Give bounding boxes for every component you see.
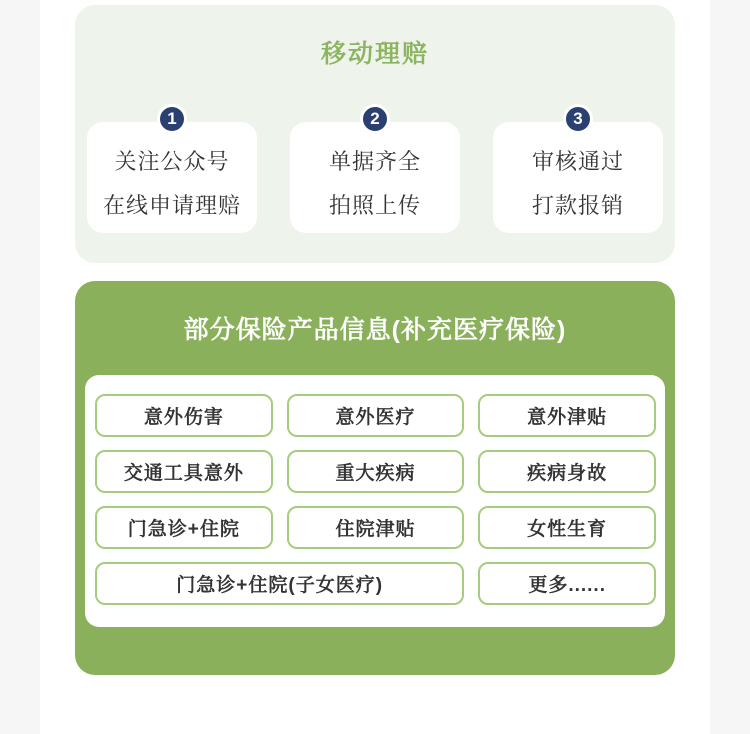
claim-step-2 [290, 109, 460, 233]
step-2-number-badge: 2 [360, 104, 390, 134]
product-btn-accident-medical[interactable]: 意外医疗 [287, 394, 465, 437]
claim-step-1 [87, 109, 257, 233]
step-2-card [290, 122, 460, 233]
step-3-line-1: 审核通过 [531, 149, 624, 174]
products-inner-panel [85, 375, 665, 627]
product-btn-transport-accident[interactable]: 交通工具意外 [95, 450, 273, 493]
product-btn-accident-allowance[interactable]: 意外津贴 [478, 394, 656, 437]
product-btn-children-medical[interactable]: 门急诊+住院(子女医疗) [95, 562, 464, 605]
products-section-title: 部分保险产品信息(补充医疗保险) [183, 316, 567, 344]
step-1-card [87, 122, 257, 233]
product-btn-more[interactable]: 更多...... [478, 562, 656, 605]
product-btn-critical-illness[interactable]: 重大疾病 [287, 450, 465, 493]
product-btn-illness-death[interactable]: 疾病身故 [478, 450, 656, 493]
step-3-line-2: 打款报销 [531, 193, 624, 218]
product-btn-accident-injury[interactable]: 意外伤害 [95, 394, 273, 437]
step-3-number-badge: 3 [563, 104, 593, 134]
step-3-card [493, 122, 663, 233]
claims-steps-row [75, 109, 675, 233]
product-btn-outpatient-hospital[interactable]: 门急诊+住院 [95, 506, 273, 549]
mobile-claims-panel [75, 5, 675, 263]
claim-step-3 [493, 109, 663, 233]
step-2-line-2: 拍照上传 [328, 193, 421, 218]
insurance-products-panel [75, 281, 675, 675]
claims-section-title: 移动理赔 [320, 40, 429, 68]
products-button-grid [95, 394, 656, 605]
product-btn-maternity[interactable]: 女性生育 [478, 506, 656, 549]
step-1-line-1: 关注公众号 [114, 149, 230, 174]
step-2-line-1: 单据齐全 [328, 149, 421, 174]
product-btn-hospital-allowance[interactable]: 住院津贴 [287, 506, 465, 549]
step-1-number-badge: 1 [157, 104, 187, 134]
content-column [40, 0, 710, 734]
step-1-line-2: 在线申请理赔 [102, 193, 241, 218]
